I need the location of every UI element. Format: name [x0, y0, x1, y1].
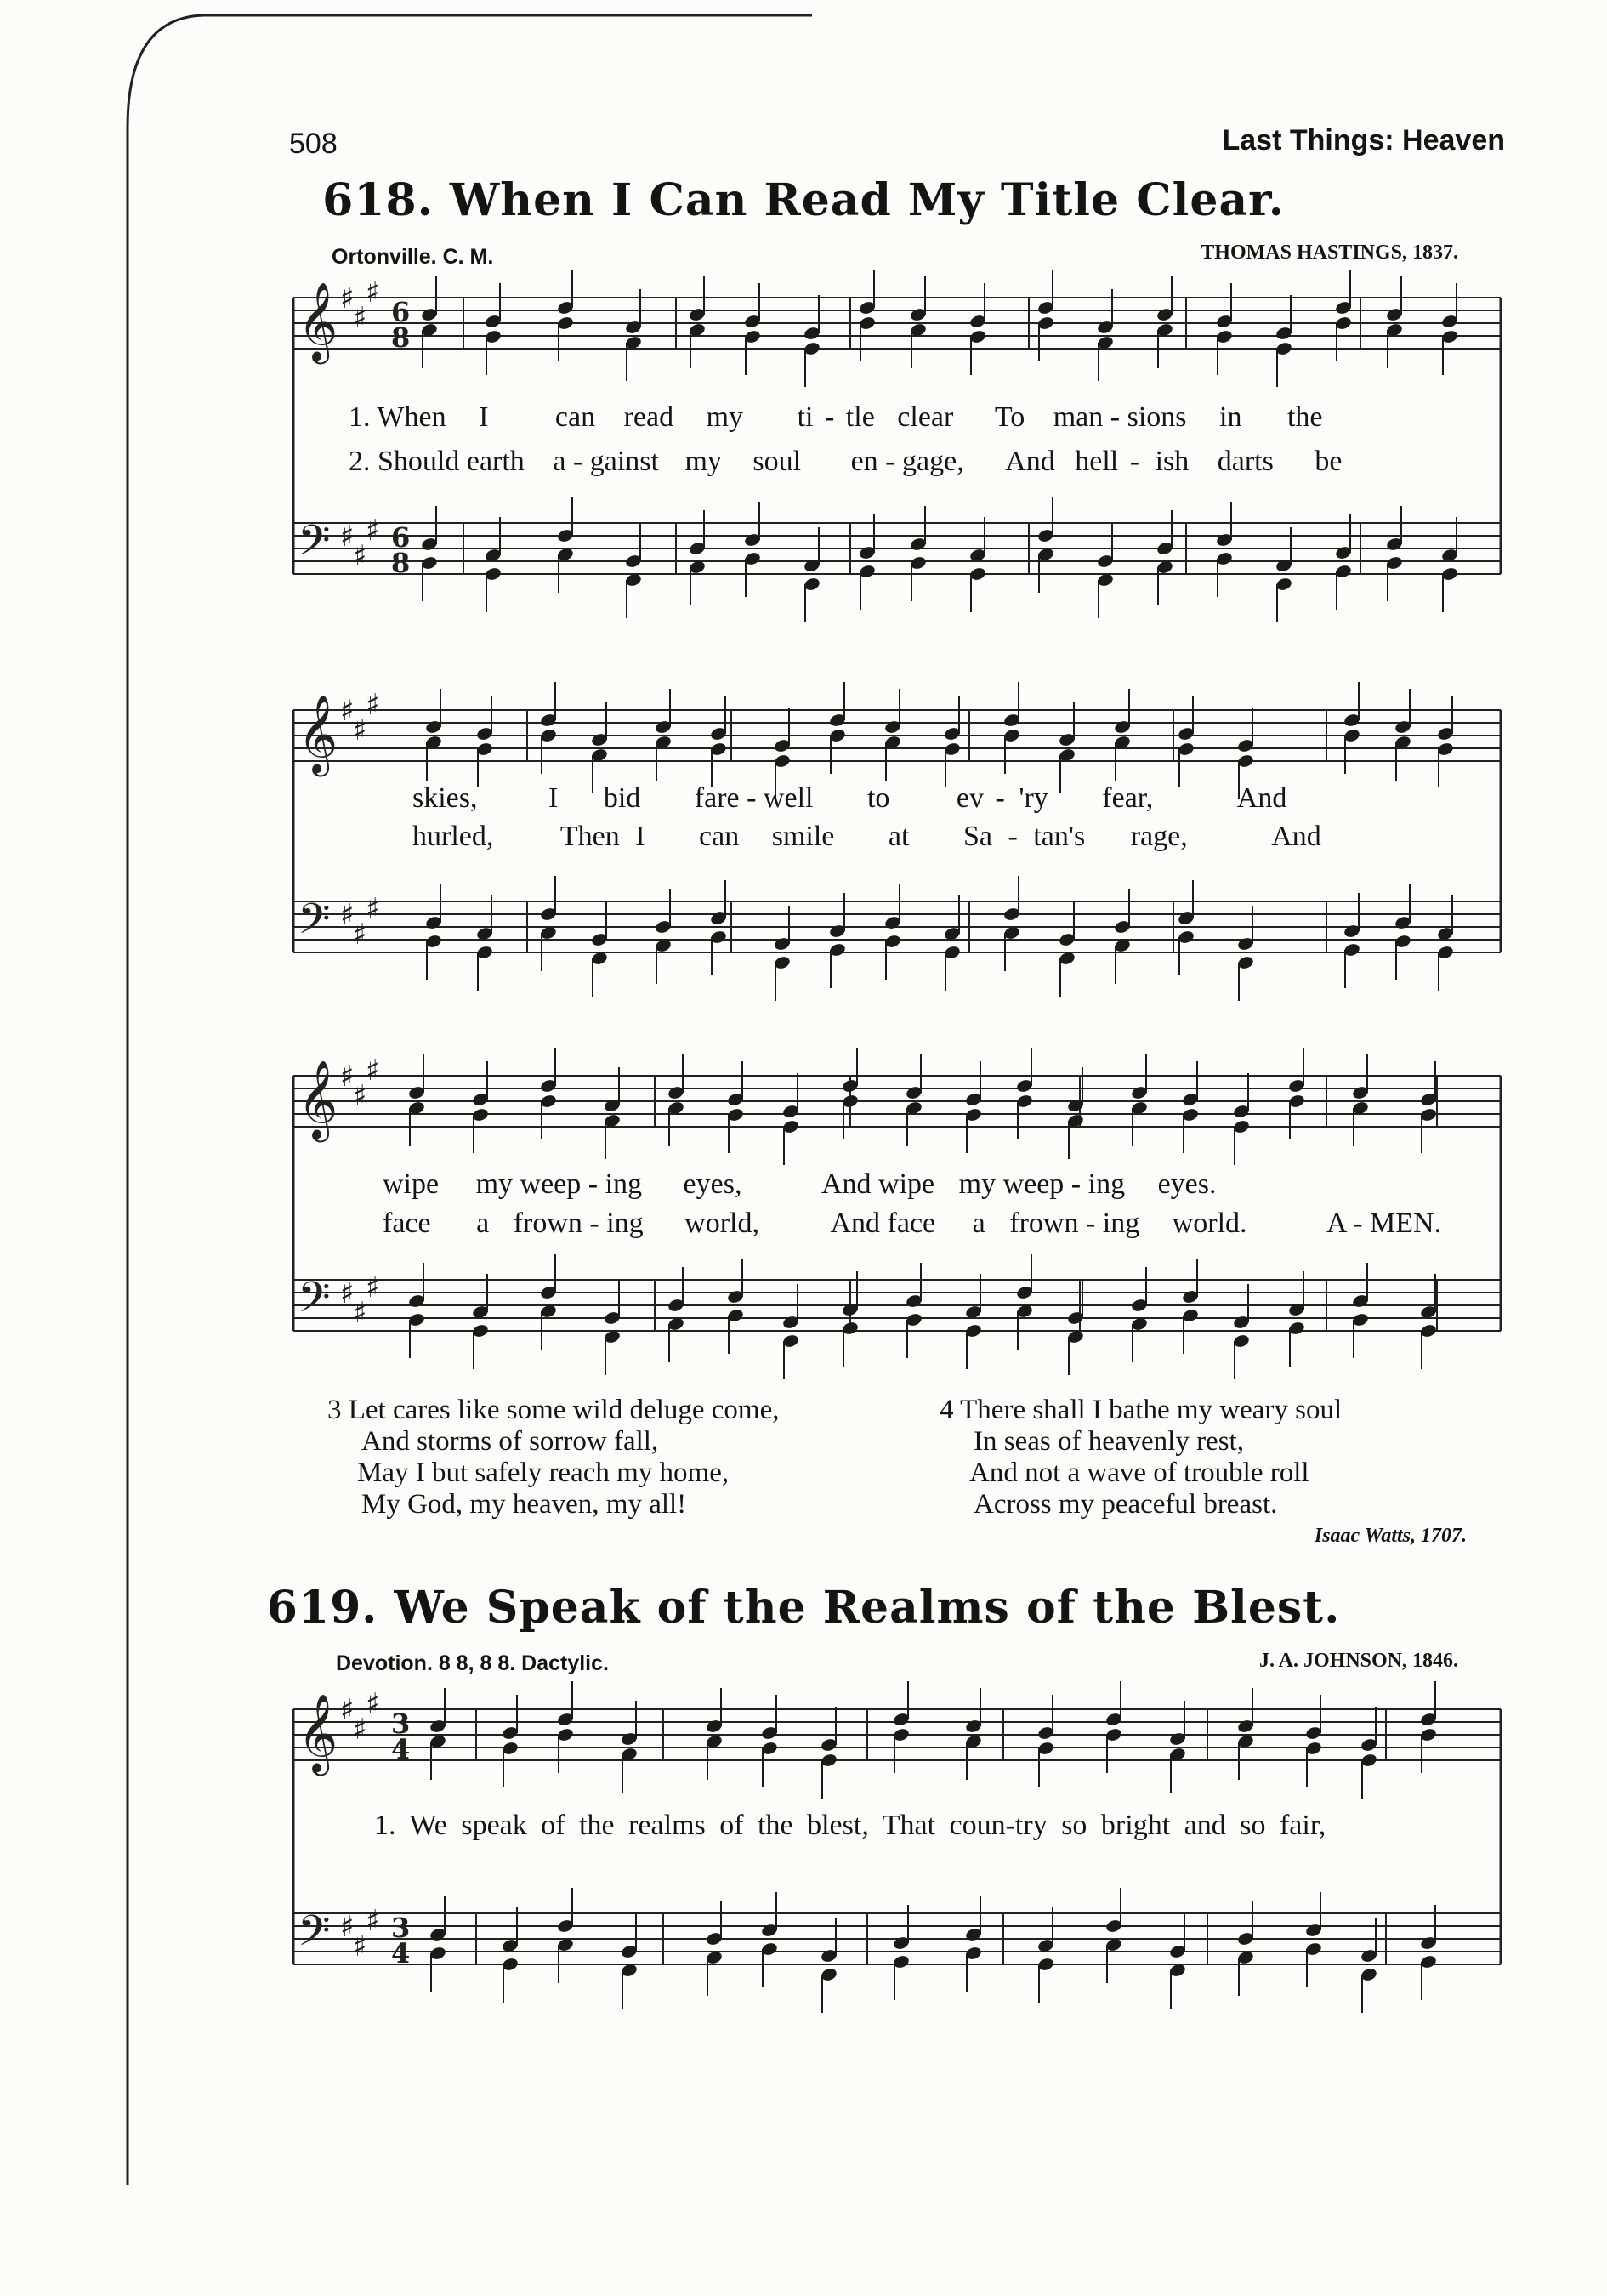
- svg-text:♯: ♯: [366, 1270, 380, 1304]
- svg-text:♯: ♯: [353, 713, 367, 747]
- stanza-3: 3 Let cares like some wild deluge come, And storms of sorrow fall, May I but safely reach my home, My God, my heaven, my all!: [327, 1395, 780, 1520]
- svg-text:♯: ♯: [353, 301, 367, 335]
- svg-text:♯: ♯: [340, 898, 355, 932]
- svg-text:♯: ♯: [366, 688, 380, 722]
- svg-text:𝄢: 𝄢: [298, 1907, 331, 1966]
- svg-text:4: 4: [391, 1937, 411, 1969]
- svg-text:♯: ♯: [353, 1079, 367, 1113]
- svg-text:𝄢: 𝄢: [298, 895, 331, 954]
- svg-text:3: 3: [391, 1708, 411, 1740]
- svg-text:♯: ♯: [353, 1296, 367, 1330]
- svg-text:𝄢: 𝄢: [298, 516, 331, 576]
- hymn-619-title: 619. We Speak of the Realms of the Blest.: [266, 1582, 1341, 1634]
- svg-text:♯: ♯: [340, 694, 355, 728]
- svg-text:♯: ♯: [366, 1904, 380, 1938]
- section-heading: Last Things: Heaven: [1222, 124, 1505, 156]
- s2-verse2: hurled, Then I can smile at Sa - tan's rage, And: [412, 821, 1321, 852]
- svg-text:♯: ♯: [366, 1687, 380, 1721]
- svg-text:4: 4: [391, 1733, 411, 1765]
- hymn-619-tune: Devotion. 8 8, 8 8. Dactylic.: [336, 1651, 609, 1675]
- svg-text:𝄞: 𝄞: [298, 1693, 338, 1772]
- svg-text:𝄞: 𝄞: [298, 1060, 338, 1139]
- svg-text:♯: ♯: [366, 1054, 380, 1088]
- svg-text:♯: ♯: [340, 520, 355, 554]
- svg-text:8: 8: [391, 547, 411, 579]
- svg-text:♯: ♯: [340, 281, 355, 315]
- page-number: 508: [289, 128, 338, 160]
- svg-text:𝄞: 𝄞: [298, 694, 338, 773]
- s3-verse1: wipe my weep - ing eyes, And wipe my weep - ing eyes.: [383, 1168, 1217, 1200]
- hymn-618-title: 618. When I Can Read My Title Clear.: [322, 174, 1285, 226]
- s1-verse1: 1. When I can read my ti - tle clear To man - sions in the: [349, 401, 1323, 433]
- hymn-619-composer: J. A. JOHNSON, 1846.: [1258, 1650, 1458, 1672]
- svg-text:♯: ♯: [353, 1713, 367, 1747]
- svg-text:♯: ♯: [340, 1060, 355, 1094]
- hymn-618-author: Isaac Watts, 1707.: [1314, 1525, 1467, 1547]
- hymn-619-verse1: 1. We speak of the realms of the blest, That coun-try so bright and so fair,: [374, 1810, 1326, 1841]
- s3-verse2: face a frown - ing world, And face a frown - ing world. A - MEN.: [383, 1208, 1442, 1239]
- svg-text:♯: ♯: [366, 892, 380, 926]
- svg-text:3: 3: [391, 1912, 411, 1944]
- svg-text:8: 8: [391, 321, 411, 354]
- svg-text:♯: ♯: [340, 1693, 355, 1727]
- hymn-618-tune: Ortonville. C. M.: [332, 245, 494, 269]
- svg-text:♯: ♯: [353, 1929, 367, 1964]
- s2-verse1: skies, I bid fare - well to ev - 'ry fear, And: [412, 782, 1287, 814]
- svg-text:♯: ♯: [353, 539, 367, 573]
- svg-text:♯: ♯: [340, 1910, 355, 1944]
- svg-text:6: 6: [391, 296, 411, 328]
- svg-text:𝄢: 𝄢: [298, 1273, 331, 1333]
- s1-verse2: 2. Should earth a - gainst my soul en - gage, And hell - ish darts be: [349, 446, 1343, 477]
- svg-text:♯: ♯: [366, 276, 380, 310]
- svg-text:𝄞: 𝄞: [298, 281, 338, 361]
- hymn-618-composer: THOMAS HASTINGS, 1837.: [1201, 242, 1458, 264]
- svg-text:♯: ♯: [353, 918, 367, 952]
- amen-label: A - MEN.: [1326, 1208, 1442, 1239]
- svg-text:6: 6: [391, 521, 411, 554]
- stanza-4: 4 There shall I bathe my weary soul In seas of heavenly rest, And not a wave of trouble roll Across my peaceful breast.: [940, 1395, 1343, 1520]
- svg-text:♯: ♯: [340, 1276, 355, 1310]
- svg-text:♯: ♯: [366, 514, 380, 548]
